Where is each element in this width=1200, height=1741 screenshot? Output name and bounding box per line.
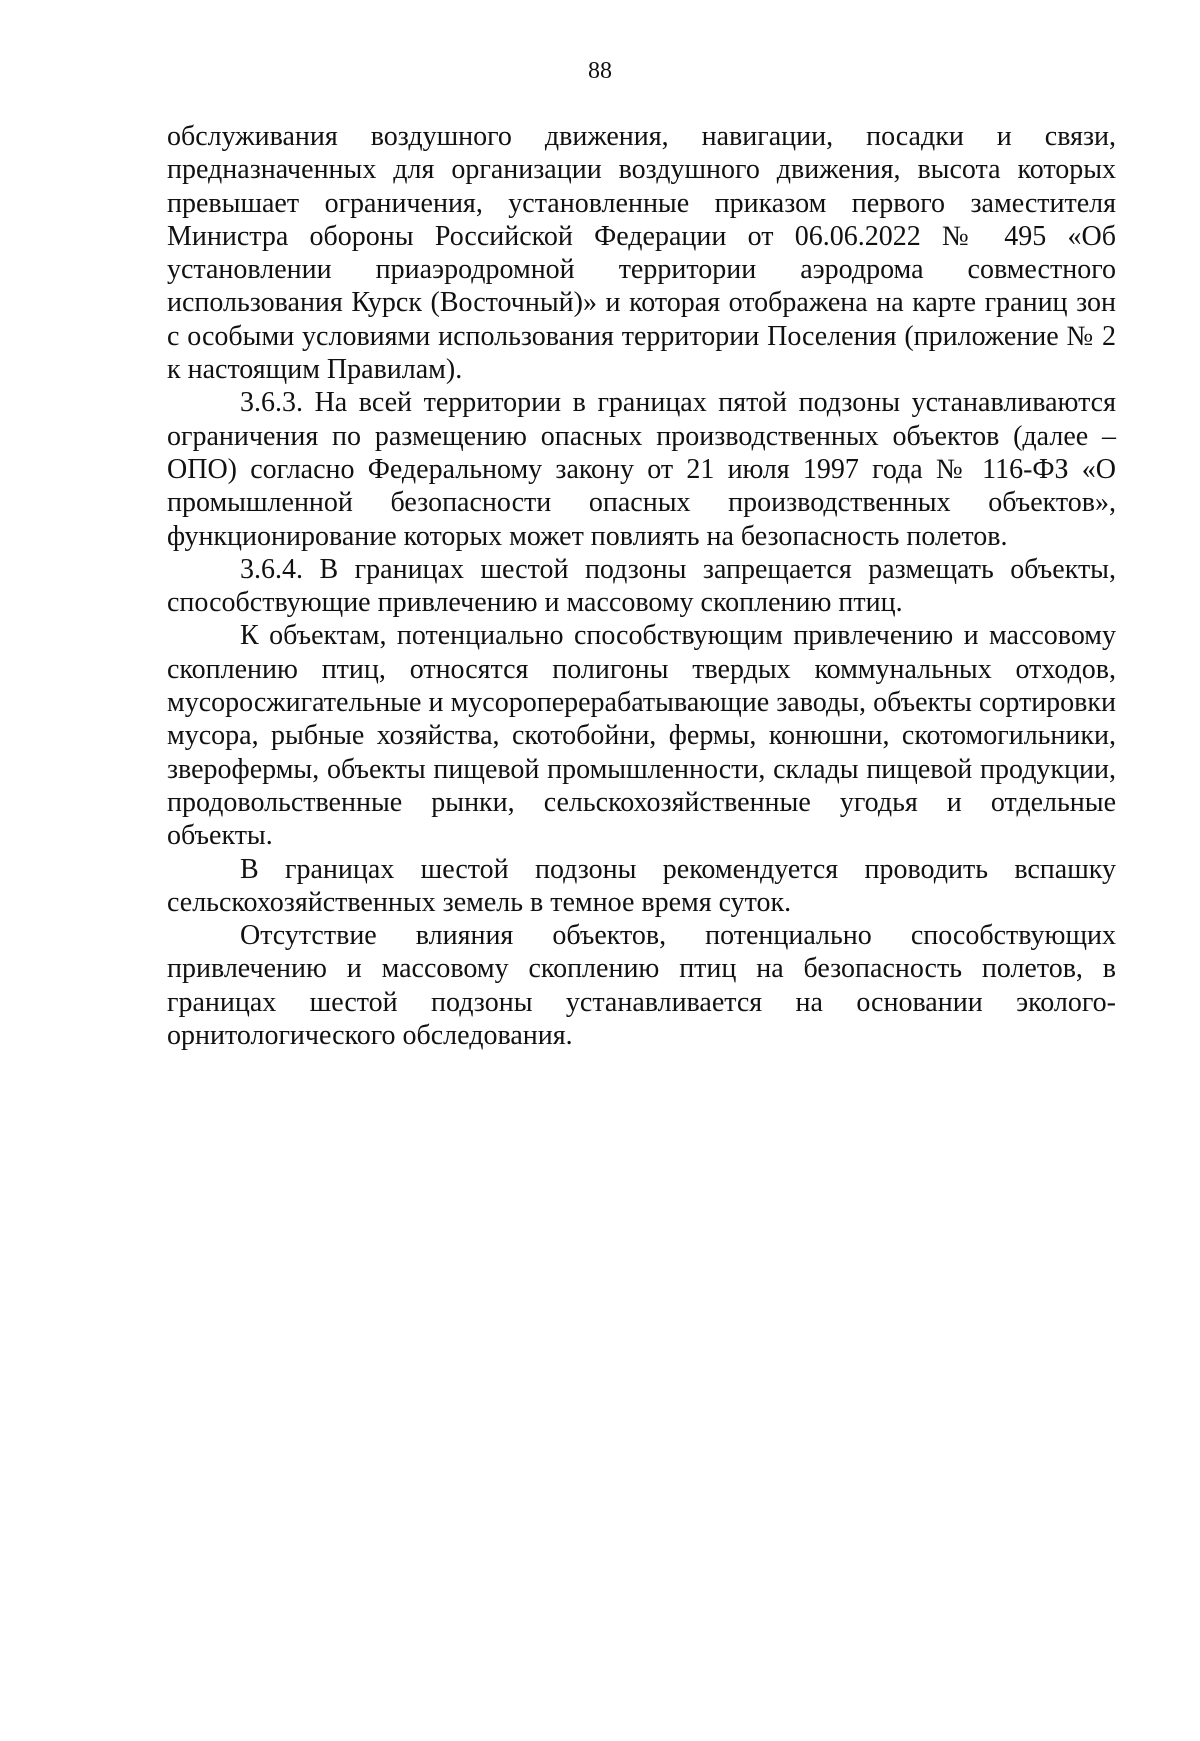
paragraph-plowing-recommendation: В границах шестой подзоны рекомендуется проводить вспашку сельскохозяйственных земель в темное время суток. bbox=[167, 853, 1116, 918]
paragraph-bird-attracting-objects: К объектам, потенциально способствующим привлечению и массовому скоплению птиц, относятся полигоны твердых коммунальных отходов, мусоросжигательные и мусороперерабатывающие заводы, объекты сортировки мусора, рыбные хозяйства, скотобойни, фермы, конюшни, скотомогильники, зверофермы, объекты пищевой промышленности, склады пищевой продукции, продовольственные рынки, сельскохозяйственные угодья и отдельные объекты. bbox=[167, 620, 1116, 852]
page-number: 88 bbox=[588, 58, 612, 84]
paragraph-3-6-4: 3.6.4. В границах шестой подзоны запрещается размещать объекты, способствующие привлечению и массовому скоплению птиц. bbox=[167, 553, 1116, 619]
document-body bbox=[167, 120, 1116, 1052]
paragraph-3-6-3: 3.6.3. На всей территории в границах пятой подзоны устанавливаются ограничения по размещению опасных производственных объектов (далее – ОПО) согласно Федеральному закону от 21 июля 1997 года № 116-ФЗ «О промышленной безопасности опасных производственных объектов», функционирование которых может повлиять на безопасность полетов. bbox=[167, 387, 1116, 552]
paragraph-continuation: обслуживания воздушного движения, навигации, посадки и связи, предназначенных для организации воздушного движения, высота которых превышает ограничения, установленные приказом первого заместителя Министра обороны Российской Федерации от 06.06.2022 № 495 «Об установлении приаэродромной территории аэродрома совместного использования Курск (Восточный)» и которая отображена на карте границ зон с особыми условиями использования территории Поселения (приложение № 2 к настоящим Правилам). bbox=[167, 121, 1116, 386]
paragraph-ornithological-survey: Отсутствие влияния объектов, потенциально способствующих привлечению и массовому скоплению птиц на безопасность полетов, в границах шестой подзоны устанавливается на основании эколого-орнитологического обследования. bbox=[167, 920, 1116, 1052]
